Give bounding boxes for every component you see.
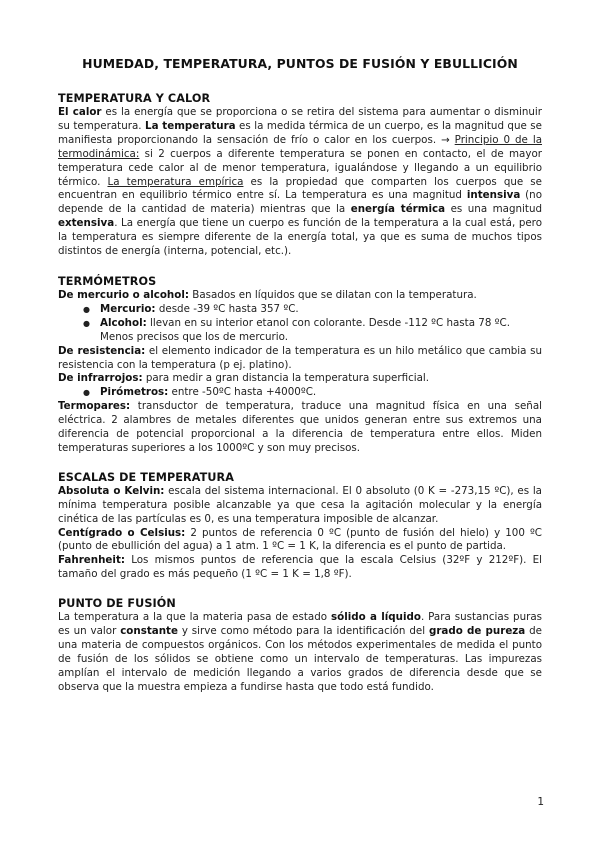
text: La temperatura a la que la materia pasa de estado <box>58 611 332 624</box>
document-page <box>58 56 542 695</box>
term: intensiva <box>466 189 521 202</box>
page-number: 1 <box>537 796 544 808</box>
paragraph <box>58 400 542 456</box>
bullet-list <box>58 386 542 400</box>
term: Alcohol: <box>100 316 147 329</box>
section-temperatura-calor <box>58 92 542 259</box>
term: constante <box>120 625 178 638</box>
text: el elemento indicador de la temperatura es un hilo metálico que cambia su resistencia con la temperatura (p ej. platino). <box>58 344 542 371</box>
section-punto-fusion <box>58 597 542 694</box>
list-item <box>92 303 542 317</box>
list-item <box>92 317 542 345</box>
list-item <box>92 386 542 400</box>
text: y sirve como método para la identificación del <box>177 625 429 638</box>
term: Termopares: <box>58 400 131 413</box>
underlined-term: Principio 0 de la termodinámica: <box>58 133 543 160</box>
paragraph <box>58 289 542 303</box>
term: Absoluta o Kelvin: <box>58 484 165 497</box>
term: De resistencia: <box>58 344 146 357</box>
text: es la medida térmica de un cuerpo, es la magnitud que se manifiesta proporcionando la sensación de frío o calor en los cuerpos. → <box>58 119 542 146</box>
text: es la energía que se proporciona o se retira del sistema para aumentar o disminuir su temperatura. <box>58 106 542 132</box>
text: si 2 cuerpos a diferente temperatura se ponen en contacto, el de mayor temperatura cede calor al de menor temperatura, igualándose y llegando a un equilibrio térmico. <box>58 147 542 188</box>
section-escalas <box>58 471 542 582</box>
term: Centígrado o Celsius: <box>58 526 186 539</box>
page-title: HUMEDAD, TEMPERATURA, PUNTOS DE FUSIÓN Y EBULLICIÓN <box>82 56 518 71</box>
section-termometros <box>58 275 542 456</box>
text: transductor de temperatura, traduce una magnitud física en una señal eléctrica. 2 alambres de metales diferentes que unidos generan entre sus extremos una diferencia de potencial proporcional a la diferencia de temperatura entre ellos. Miden temperaturas superiores a los 1000ºC y son muy precisos. <box>58 400 542 454</box>
section-heading: PUNTO DE FUSIÓN <box>58 597 176 611</box>
underlined-term: La temperatura empírica <box>107 175 244 188</box>
text: llevan en su interior etanol con colorante. Desde -112 ºC hasta 78 ºC. Menos precisos que los de mercurio. <box>100 316 510 343</box>
term: Mercurio: <box>100 302 156 315</box>
section-heading: TERMÓMETROS <box>58 274 157 288</box>
term: Fahrenheit: <box>58 554 125 567</box>
text: Basados en líquidos que se dilatan con la temperatura. <box>188 288 477 301</box>
text: . La energía que tiene un cuerpo es función de la temperatura a la cual está, pero la temperatura es siempre diferente de la energía total, ya que es suma de muchos tipos distintos de energía (interna, potencial, etc.). <box>58 217 542 258</box>
term: De infrarrojos: <box>58 372 143 385</box>
term: grado de pureza <box>428 625 526 638</box>
text: es una magnitud <box>445 203 543 216</box>
text: (no depende de la cantidad de materia) mientras que la <box>58 189 543 216</box>
text: es la propiedad que comparten los cuerpos que se encuentran en equilibrio térmico entre sí. La temperatura es una magnitud <box>58 175 542 202</box>
paragraph <box>58 485 542 527</box>
paragraph <box>58 345 542 373</box>
text: . Para sustancias puras es un valor <box>58 611 542 638</box>
bullet-list <box>58 303 542 345</box>
text: 2 puntos de referencia 0 ºC (punto de fusión del hielo) y 100 ºC (punto de ebullición del agua) a 1 atm. 1 ºC = 1 K, la diferencia es el punto de partida. <box>58 526 542 553</box>
section-heading: TEMPERATURA Y CALOR <box>58 92 211 105</box>
term: El calor <box>58 106 102 118</box>
paragraph <box>58 554 542 582</box>
paragraph <box>58 372 542 386</box>
term: sólido a líquido <box>331 611 421 624</box>
text: escala del sistema internacional. El 0 absoluto (0 K = -273,15 ºC), es la mínima temperatura posible alcanzable ya que cesa la agitación molecular y la energía cinética de las partículas es 0, es una temperatura imposible de alcanzar. <box>58 484 542 525</box>
text: desde -39 ºC hasta 357 ºC. <box>155 302 299 315</box>
paragraph <box>58 611 542 694</box>
text: entre -50ºC hasta +4000ºC. <box>168 386 317 399</box>
text: Los mismos puntos de referencia que la escala Celsius (32ºF y 212ºF). El tamaño del grado es más pequeño (1 ºC = 1 K = 1,8 ºF). <box>58 554 542 581</box>
term: Pirómetros: <box>100 386 169 399</box>
term: energía térmica <box>350 203 446 216</box>
section-heading: ESCALAS DE TEMPERATURA <box>58 470 234 484</box>
term: extensiva <box>58 217 115 230</box>
term: La temperatura <box>145 119 236 132</box>
paragraph <box>58 527 542 555</box>
text: de una materia de compuestos orgánicos. Con los métodos experimentales de medida el punto de fusión de los sólidos se obtiene como un intervalo de temperaturas. Las impurezas amplían el intervalo de medición llegando a varios grados de diferencia desde que se observa que la muestra empieza a fundirse hasta que todo está fundido. <box>58 625 543 693</box>
paragraph <box>58 106 542 259</box>
text: para medir a gran distancia la temperatura superficial. <box>142 372 430 385</box>
term: De mercurio o alcohol: <box>58 288 189 301</box>
